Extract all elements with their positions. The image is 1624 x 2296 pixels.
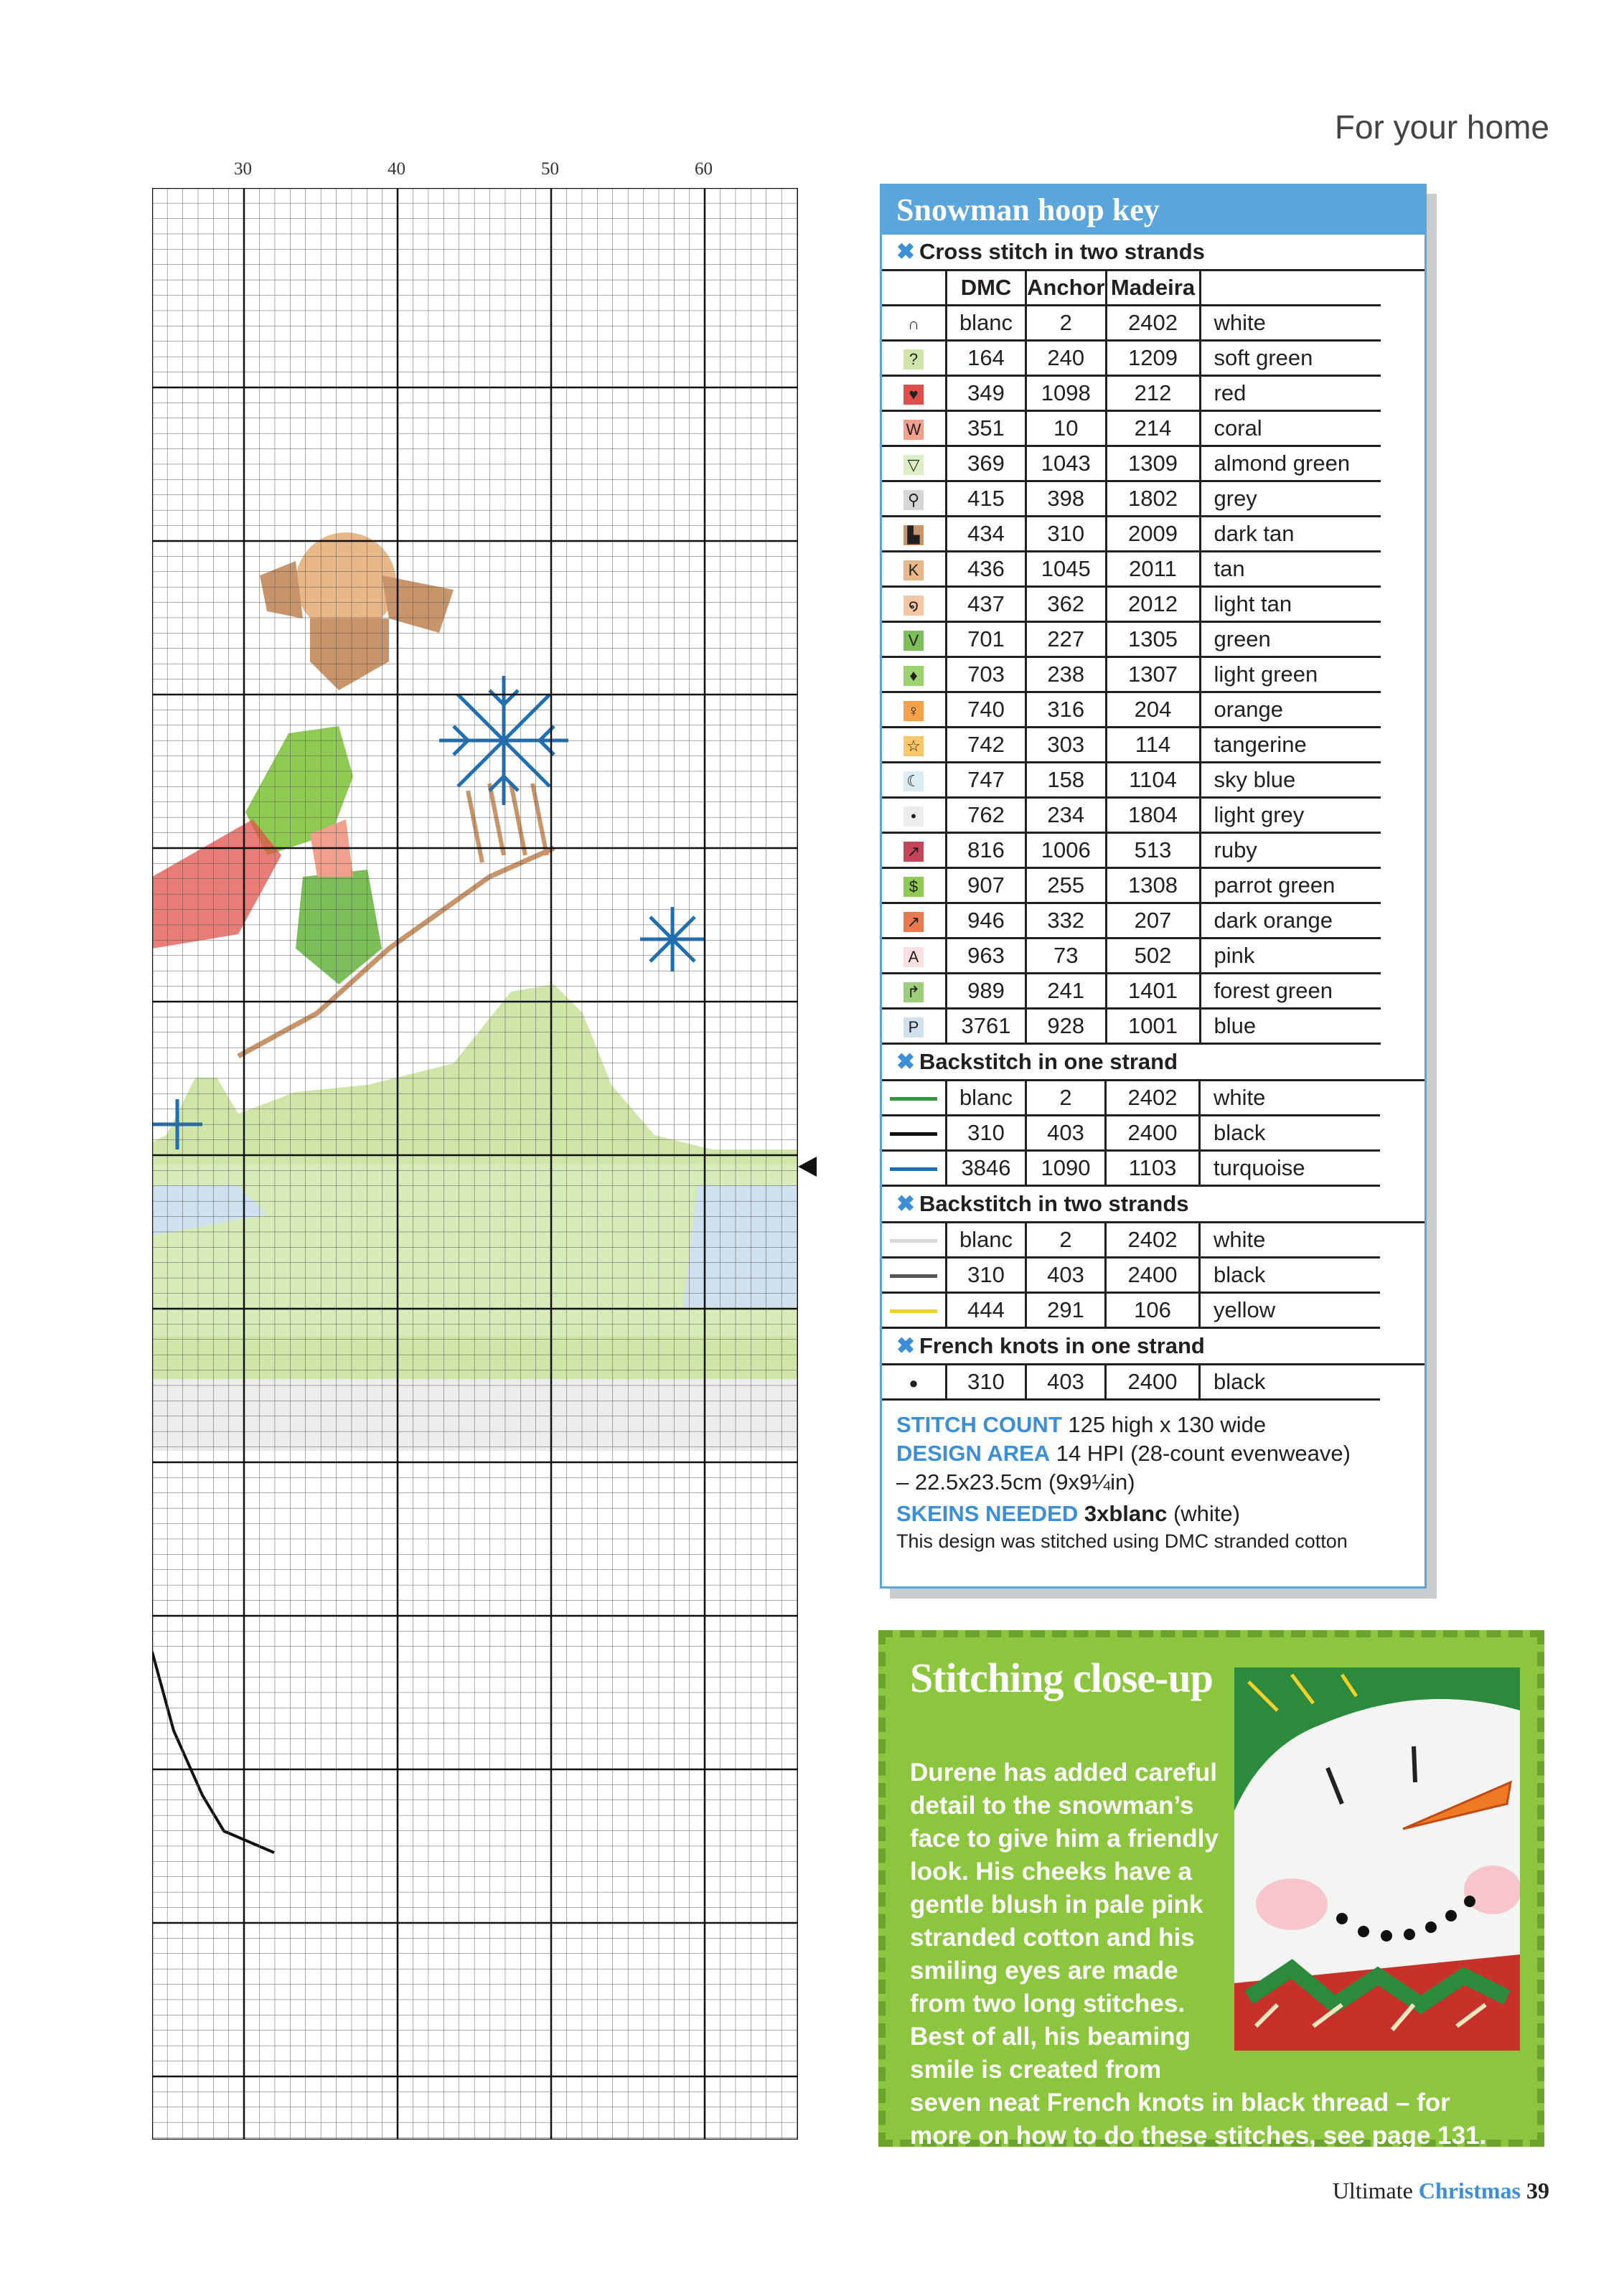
dmc-code: 436 xyxy=(947,552,1026,587)
stitch-symbol-icon: ▙ xyxy=(903,525,924,545)
section-backstitch-one-strand: ✖ Backstitch in one strand xyxy=(882,1045,1424,1081)
dmc-code: 946 xyxy=(947,903,1026,938)
madeira-code: 2400 xyxy=(1106,1116,1200,1151)
dmc-code: 747 xyxy=(947,763,1026,798)
madeira-code: 1001 xyxy=(1106,1009,1200,1044)
closeup-body xyxy=(910,1756,1527,2152)
madeira-code: 106 xyxy=(1106,1293,1200,1328)
dmc-code: 369 xyxy=(947,446,1026,481)
stitch-symbol-icon: A xyxy=(903,947,924,967)
skeins-color: (white) xyxy=(1173,1501,1240,1526)
skeins-label: SKEINS NEEDED xyxy=(896,1501,1079,1526)
color-name: black xyxy=(1200,1258,1381,1293)
dmc-code: 701 xyxy=(947,622,1026,657)
dmc-code: 907 xyxy=(947,868,1026,903)
section-backstitch-two-strands: ✖ Backstitch in two strands xyxy=(882,1187,1424,1223)
table-header-row xyxy=(882,271,1381,306)
dmc-code: 434 xyxy=(947,517,1026,552)
key-row xyxy=(882,868,1381,903)
column-number: 60 xyxy=(695,159,713,179)
stitch-count: 125 high x 130 wide xyxy=(1068,1412,1267,1437)
color-name: orange xyxy=(1200,692,1381,728)
closeup-line: more on how to do these stitches, see page 131. xyxy=(910,2122,1487,2150)
anchor-code: 240 xyxy=(1026,341,1107,376)
anchor-code: 234 xyxy=(1026,798,1107,833)
anchor-code: 73 xyxy=(1026,938,1107,974)
color-name: sky blue xyxy=(1200,763,1381,798)
page-number: 39 xyxy=(1526,2178,1549,2203)
key-row xyxy=(882,1116,1380,1151)
key-row xyxy=(882,974,1381,1009)
dmc-code: 437 xyxy=(947,587,1026,622)
design-area-size: – 22.5x23.5cm (9x9¼in) xyxy=(896,1469,1135,1495)
color-name: forest green xyxy=(1200,974,1381,1009)
color-name: dark tan xyxy=(1200,517,1381,552)
header-madeira: Madeira xyxy=(1106,271,1200,306)
dmc-code: 703 xyxy=(947,657,1026,692)
key-row xyxy=(882,552,1381,587)
backstitch-line-swatch xyxy=(890,1309,937,1313)
anchor-code: 1045 xyxy=(1026,552,1107,587)
dmc-code: blanc xyxy=(947,1081,1026,1116)
stitch-symbol-icon: ☾ xyxy=(903,771,924,791)
color-name: almond green xyxy=(1200,446,1381,481)
dmc-code: 310 xyxy=(947,1365,1026,1400)
anchor-code: 2 xyxy=(1026,1081,1106,1116)
dmc-code: 310 xyxy=(947,1116,1026,1151)
stitch-symbol-icon: • xyxy=(903,806,924,827)
closeup-line: detail to the snowman’s xyxy=(910,1792,1194,1820)
section-french-knots: ✖ French knots in one strand xyxy=(882,1329,1424,1365)
closeup-line: smile is created from xyxy=(910,2056,1162,2084)
page-footer xyxy=(1333,2178,1549,2204)
madeira-code: 114 xyxy=(1106,728,1200,763)
french-knots-table xyxy=(882,1365,1380,1401)
color-name: coral xyxy=(1200,411,1381,446)
dmc-code: 349 xyxy=(947,376,1026,411)
color-name: light grey xyxy=(1200,798,1381,833)
color-name: grey xyxy=(1200,481,1381,517)
color-name: dark orange xyxy=(1200,903,1381,938)
dmc-code: 963 xyxy=(947,938,1026,974)
key-row xyxy=(882,798,1381,833)
color-name: tangerine xyxy=(1200,728,1381,763)
cross-icon: ✖ xyxy=(896,1333,915,1358)
dmc-code: 740 xyxy=(947,692,1026,728)
madeira-code: 1308 xyxy=(1106,868,1200,903)
anchor-code: 303 xyxy=(1026,728,1107,763)
stitch-symbol-icon: ↗ xyxy=(903,912,924,932)
madeira-code: 2400 xyxy=(1106,1258,1200,1293)
color-name: tan xyxy=(1200,552,1381,587)
backstitch-line-swatch xyxy=(890,1167,937,1171)
madeira-code: 204 xyxy=(1106,692,1200,728)
closeup-line: look. His cheeks have a xyxy=(910,1858,1192,1886)
anchor-code: 403 xyxy=(1026,1365,1106,1400)
madeira-code: 2012 xyxy=(1106,587,1200,622)
stitch-symbol-icon: ↗ xyxy=(903,842,924,862)
backstitch-line-swatch xyxy=(890,1132,937,1136)
madeira-code: 502 xyxy=(1106,938,1200,974)
anchor-code: 241 xyxy=(1026,974,1107,1009)
anchor-code: 1006 xyxy=(1026,833,1107,868)
column-number: 50 xyxy=(541,159,559,179)
color-name: red xyxy=(1200,376,1381,411)
madeira-code: 1307 xyxy=(1106,657,1200,692)
anchor-code: 238 xyxy=(1026,657,1107,692)
dmc-code: 3761 xyxy=(947,1009,1026,1044)
key-stats xyxy=(882,1401,1424,1554)
skeins-value: 3xblanc xyxy=(1084,1501,1168,1526)
anchor-code: 928 xyxy=(1026,1009,1107,1044)
anchor-code: 332 xyxy=(1026,903,1107,938)
madeira-code: 1305 xyxy=(1106,622,1200,657)
design-area-label: DESIGN AREA xyxy=(896,1441,1051,1466)
color-name: green xyxy=(1200,622,1381,657)
madeira-code: 1802 xyxy=(1106,481,1200,517)
center-arrow-marker xyxy=(798,1157,817,1177)
madeira-code: 513 xyxy=(1106,833,1200,868)
cross-icon: ✖ xyxy=(896,239,915,264)
key-row xyxy=(882,376,1381,411)
color-name: black xyxy=(1200,1116,1381,1151)
key-row xyxy=(882,833,1381,868)
closeup-line: gentle blush in pale pink xyxy=(910,1891,1203,1919)
stitch-symbol-icon: P xyxy=(903,1017,924,1038)
key-row xyxy=(882,692,1381,728)
dmc-code: 3846 xyxy=(947,1151,1026,1186)
closeup-line: face to give him a friendly xyxy=(910,1825,1219,1853)
key-title: Snowman hoop key xyxy=(882,186,1424,235)
dmc-code: 310 xyxy=(947,1258,1026,1293)
color-name: light green xyxy=(1200,657,1381,692)
color-name: black xyxy=(1200,1365,1381,1400)
anchor-code: 403 xyxy=(1026,1116,1106,1151)
stitch-symbol-icon: ⚲ xyxy=(903,490,924,510)
color-name: white xyxy=(1200,1081,1381,1116)
stitch-symbol-icon: W xyxy=(903,420,924,440)
header-anchor: Anchor xyxy=(1026,271,1107,306)
anchor-code: 291 xyxy=(1026,1293,1106,1328)
key-row xyxy=(882,587,1381,622)
closeup-line: Durene has added careful xyxy=(910,1759,1217,1787)
madeira-code: 1209 xyxy=(1106,341,1200,376)
dmc-code: 415 xyxy=(947,481,1026,517)
stitch-symbol-icon: ♥ xyxy=(903,385,924,405)
anchor-code: 316 xyxy=(1026,692,1107,728)
madeira-code: 2009 xyxy=(1106,517,1200,552)
color-name: white xyxy=(1200,306,1381,341)
anchor-code: 158 xyxy=(1026,763,1107,798)
color-name: light tan xyxy=(1200,587,1381,622)
key-row xyxy=(882,1009,1381,1044)
stitch-symbol-icon: ໑ xyxy=(903,596,924,616)
key-row xyxy=(882,763,1381,798)
color-name: white xyxy=(1200,1223,1381,1258)
color-name: blue xyxy=(1200,1009,1381,1044)
key-row xyxy=(882,517,1381,552)
stitch-symbol-icon: ☆ xyxy=(903,736,924,756)
backstitch-one-table xyxy=(882,1081,1380,1187)
cross-stitch-table xyxy=(882,271,1381,1045)
key-row xyxy=(882,411,1381,446)
key-row xyxy=(882,622,1381,657)
backstitch-line-swatch xyxy=(890,1274,937,1278)
key-row xyxy=(882,1151,1380,1186)
stitch-symbol-icon: ▽ xyxy=(903,455,924,475)
stitch-count-label: STITCH COUNT xyxy=(896,1412,1062,1437)
madeira-code: 1309 xyxy=(1106,446,1200,481)
closeup-line: seven neat French knots in black thread – for xyxy=(910,2089,1450,2117)
closeup-title: Stitching close-up xyxy=(910,1655,1213,1701)
closeup-line: stranded cotton and his xyxy=(910,1924,1195,1952)
footer-accent: Christmas xyxy=(1418,2178,1521,2203)
anchor-code: 255 xyxy=(1026,868,1107,903)
anchor-code: 1098 xyxy=(1026,376,1107,411)
key-note: This design was stitched using DMC stranded cotton xyxy=(896,1530,1348,1552)
madeira-code: 1804 xyxy=(1106,798,1200,833)
closeup-line: smiling eyes are made xyxy=(910,1957,1178,1985)
key-row xyxy=(882,728,1381,763)
column-number: 30 xyxy=(234,159,252,179)
header-dmc: DMC xyxy=(947,271,1026,306)
anchor-code: 10 xyxy=(1026,411,1107,446)
color-name: yellow xyxy=(1200,1293,1381,1328)
anchor-code: 1043 xyxy=(1026,446,1107,481)
madeira-code: 214 xyxy=(1106,411,1200,446)
dmc-code: 164 xyxy=(947,341,1026,376)
anchor-code: 398 xyxy=(1026,481,1107,517)
dmc-code: 989 xyxy=(947,974,1026,1009)
madeira-code: 207 xyxy=(1106,903,1200,938)
madeira-code: 2011 xyxy=(1106,552,1200,587)
stitch-symbol-icon: ♦ xyxy=(903,666,924,686)
footer-magazine: Ultimate xyxy=(1332,2178,1413,2203)
dmc-code: 444 xyxy=(947,1293,1026,1328)
dmc-code: 351 xyxy=(947,411,1026,446)
section-cross-stitch: ✖ Cross stitch in two strands xyxy=(882,235,1424,271)
color-name: pink xyxy=(1200,938,1381,974)
anchor-code: 2 xyxy=(1026,1223,1106,1258)
stitch-symbol-icon: ∩ xyxy=(903,314,924,334)
stitch-symbol-icon: V xyxy=(903,631,924,651)
key-row xyxy=(882,1081,1380,1116)
cross-stitch-chart xyxy=(152,188,798,2140)
madeira-code: 2400 xyxy=(1106,1365,1200,1400)
design-area: 14 HPI (28-count evenweave) xyxy=(1056,1441,1351,1466)
madeira-code: 1103 xyxy=(1106,1151,1200,1186)
key-row xyxy=(882,481,1381,517)
key-row xyxy=(882,1258,1380,1293)
madeira-code: 1104 xyxy=(1106,763,1200,798)
dmc-code: 816 xyxy=(947,833,1026,868)
dmc-code: 742 xyxy=(947,728,1026,763)
cross-icon: ✖ xyxy=(896,1049,915,1074)
dmc-code: 762 xyxy=(947,798,1026,833)
backstitch-two-table xyxy=(882,1223,1380,1329)
stitching-closeup-box xyxy=(878,1630,1544,2150)
column-number: 40 xyxy=(388,159,405,179)
key-row xyxy=(882,1293,1380,1328)
stitch-symbol-icon: $ xyxy=(903,877,924,897)
key-row xyxy=(882,341,1381,376)
anchor-code: 403 xyxy=(1026,1258,1106,1293)
key-row xyxy=(882,938,1381,974)
key-row xyxy=(882,306,1381,341)
section-label: For your home xyxy=(1334,108,1549,146)
key-row xyxy=(882,1223,1380,1258)
stitch-symbol-icon: ● xyxy=(909,1373,919,1392)
color-name: soft green xyxy=(1200,341,1381,376)
anchor-code: 1090 xyxy=(1026,1151,1106,1186)
snowman-hoop-key xyxy=(880,184,1427,1589)
key-row xyxy=(882,1365,1380,1400)
anchor-code: 362 xyxy=(1026,587,1107,622)
cross-icon: ✖ xyxy=(896,1191,915,1216)
stitch-symbol-icon: ♀ xyxy=(903,701,924,721)
dmc-code: blanc xyxy=(947,306,1026,341)
stitch-symbol-icon: ↱ xyxy=(903,982,924,1002)
madeira-code: 2402 xyxy=(1106,1223,1200,1258)
key-row xyxy=(882,446,1381,481)
color-name: turquoise xyxy=(1200,1151,1381,1186)
madeira-code: 1401 xyxy=(1106,974,1200,1009)
anchor-code: 310 xyxy=(1026,517,1107,552)
closeup-line: Best of all, his beaming xyxy=(910,2023,1191,2051)
color-name: ruby xyxy=(1200,833,1381,868)
key-row xyxy=(882,903,1381,938)
madeira-code: 212 xyxy=(1106,376,1200,411)
backstitch-line-swatch xyxy=(890,1239,937,1243)
stitch-symbol-icon: ? xyxy=(903,349,924,370)
anchor-code: 227 xyxy=(1026,622,1107,657)
color-name: parrot green xyxy=(1200,868,1381,903)
stitch-symbol-icon: K xyxy=(903,560,924,580)
anchor-code: 2 xyxy=(1026,306,1107,341)
closeup-line: from two long stitches. xyxy=(910,1990,1186,2018)
madeira-code: 2402 xyxy=(1106,306,1200,341)
madeira-code: 2402 xyxy=(1106,1081,1200,1116)
backstitch-line-swatch xyxy=(890,1097,937,1101)
key-row xyxy=(882,657,1381,692)
dmc-code: blanc xyxy=(947,1223,1026,1258)
